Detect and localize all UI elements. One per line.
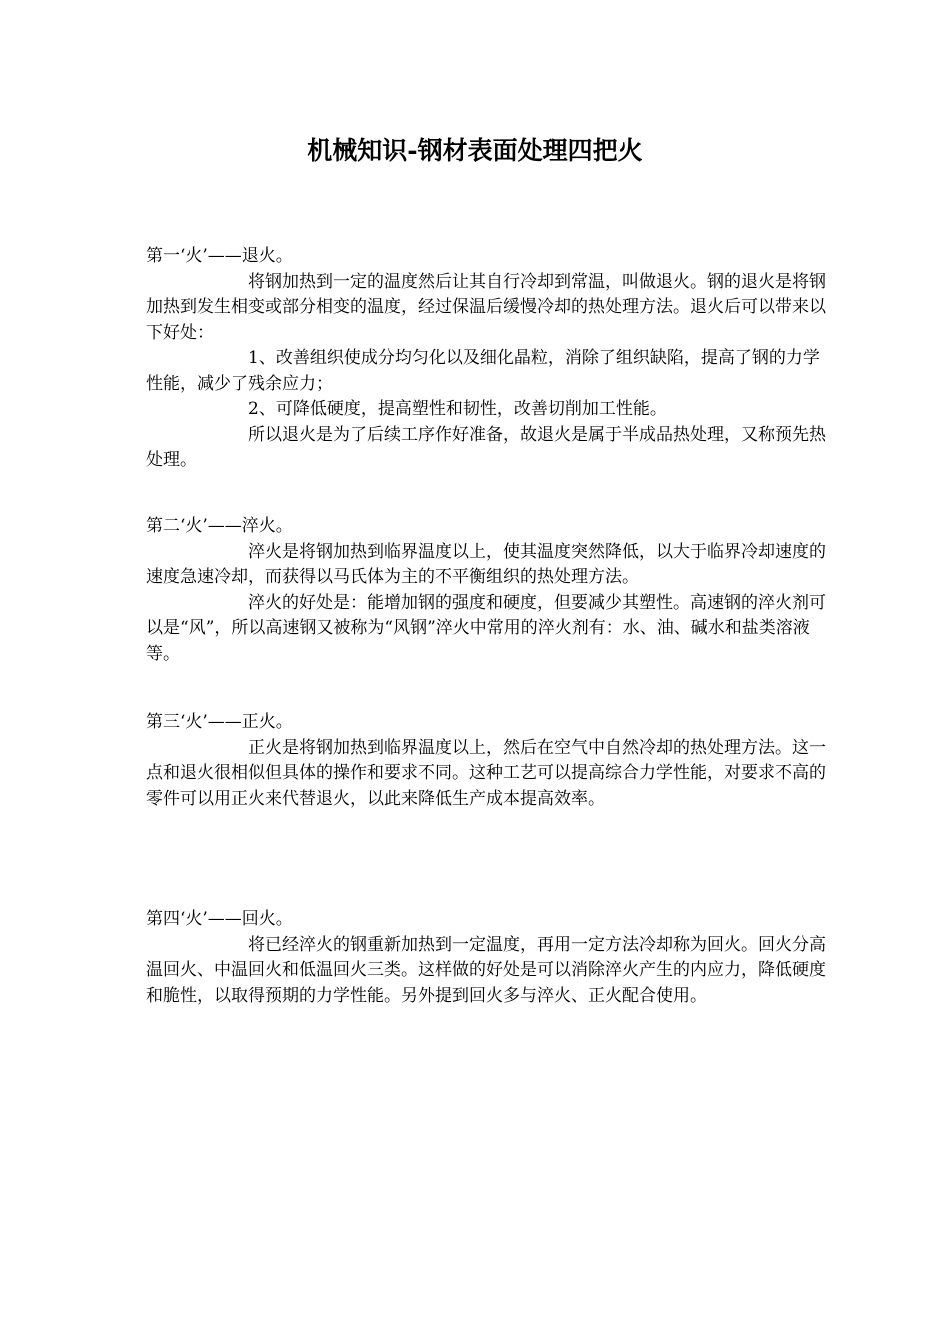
paragraph: 淬火的好处是：能增加钢的强度和硬度，但要减少其塑性。高速钢的淬火剂可以是“风”，所以高速钢又被称为“风钢”淬火中常用的淬火剂有：水、油、碱水和盐类溶液等。 <box>146 592 826 664</box>
section-quenching <box>146 514 826 667</box>
paragraph: 正火是将钢加热到临界温度以上，然后在空气中自然冷却的热处理方法。这一点和退火很相似但具体的操作和要求不同。这种工艺可以提高综合力学性能，对要求不高的零件可以用正火来代替退火，以此来降低生产成本提高效率。 <box>146 737 826 809</box>
section-annealing <box>146 244 826 474</box>
paragraph: 淬火是将钢加热到临界温度以上，使其温度突然降低，以大于临界冷却速度的速度急速冷却，而获得以马氏体为主的不平衡组织的热处理方法。 <box>146 541 826 587</box>
page-title: 机械知识-钢材表面处理四把火 <box>307 136 643 165</box>
section-tempering <box>146 907 826 1009</box>
paragraph: 1、改善组织使成分均匀化以及细化晶粒，消除了组织缺陷，提高了钢的力学性能，减少了残余应力； <box>146 348 820 394</box>
paragraph: 2、可降低硬度，提高塑性和韧性，改善切削加工性能。 <box>248 399 667 419</box>
section-heading: 第一‘火’——退火。 <box>146 246 293 266</box>
section-heading: 第二‘火’——淬火。 <box>146 516 293 536</box>
section-normalizing <box>146 710 826 812</box>
paragraph: 将钢加热到一定的温度然后让其自行冷却到常温，叫做退火。钢的退火是将钢加热到发生相变或部分相变的温度，经过保温后缓慢冷却的热处理方法。退火后可以带来以下好处： <box>146 271 826 343</box>
paragraph: 将已经淬火的钢重新加热到一定温度，再用一定方法冷却称为回火。回火分高温回火、中温回火和低温回火三类。这样做的好处是可以消除淬火产生的内应力，降低硬度和脆性，以取得预期的力学性能。另外提到回火多与淬火、正火配合使用。 <box>146 934 826 1006</box>
paragraph: 所以退火是为了后续工序作好准备，故退火是属于半成品热处理，又称预先热处理。 <box>146 424 826 470</box>
section-heading: 第三‘火’——正火。 <box>146 712 293 732</box>
section-heading: 第四‘火’——回火。 <box>146 909 293 929</box>
